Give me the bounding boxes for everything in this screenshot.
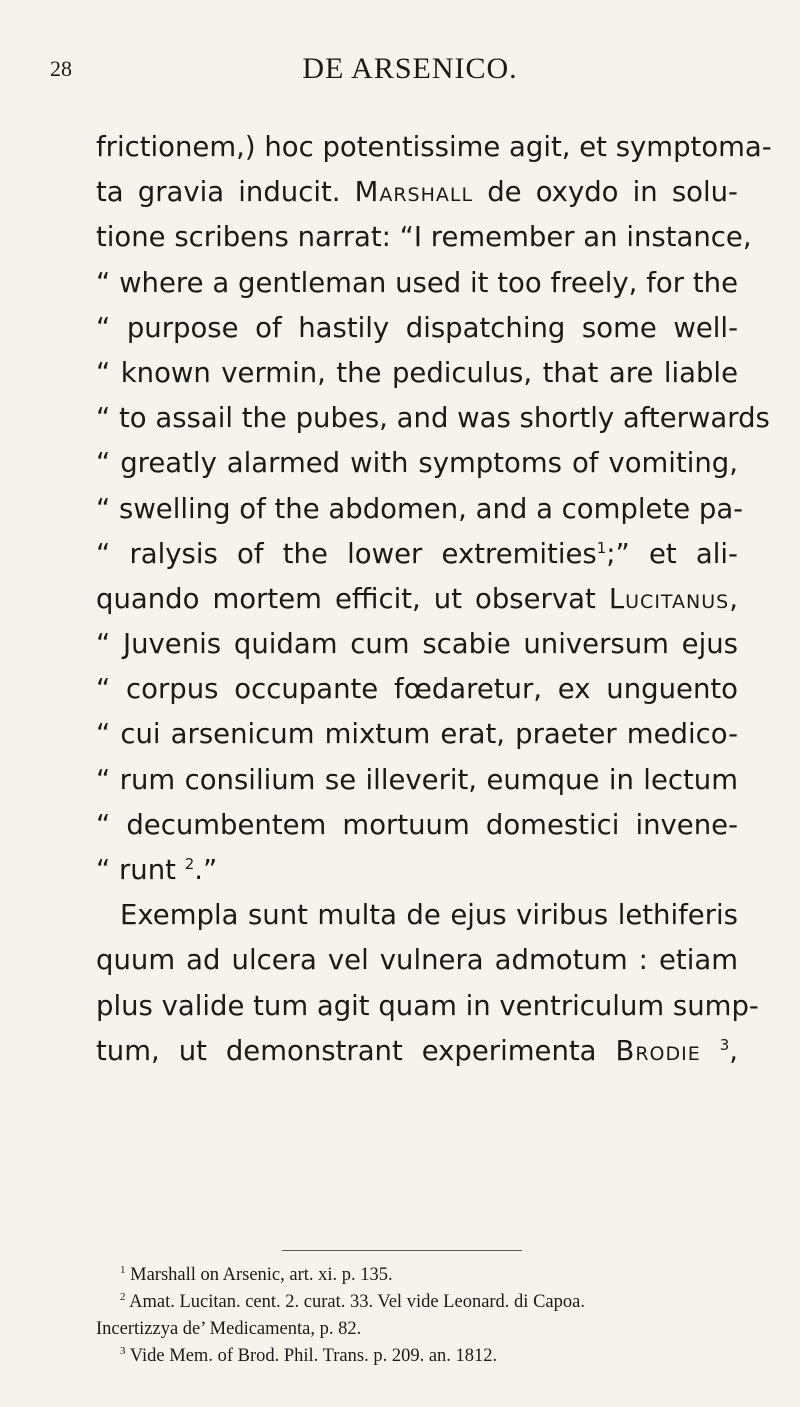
quote-line: “ ralysis of the lower extremities$^1$;” et ali- <box>96 537 738 570</box>
text-line: tum, ut demonstrant experimenta Brodie $^3$, <box>96 1034 738 1067</box>
running-title: DE ARSENICO. <box>302 52 518 85</box>
quote-line: “ known vermin, the pediculus, that are liable <box>96 356 738 389</box>
footnote-1: $^1$ Marshall on Arsenic, art. xi. p. 135. <box>120 1263 393 1285</box>
footnote-2-continued: Incertizzya de’ Medicamenta, p. 82. <box>96 1319 362 1339</box>
footnote-3: $^3$ Vide Mem. of Brod. Phil. Trans. p. 209. an. 1812. <box>120 1344 498 1366</box>
footnote-ref-1: 1 <box>596 538 607 557</box>
quote-line: “ rum consilium se illeverit, eumque in lectum <box>96 763 738 796</box>
quote-line: “ greatly alarmed with symptoms of vomiting, <box>96 447 738 480</box>
quote-line: “ to assail the pubes, and was shortly afterwards <box>96 402 770 435</box>
text-line: frictionem,) hoc potentissime agit, et symptoma- <box>96 131 772 163</box>
quote-line: “ where a gentleman used it too freely, for the <box>96 266 738 299</box>
page-header <box>50 52 770 92</box>
quote-line: “ Juvenis quidam cum scabie universum ejus <box>96 628 738 661</box>
text-line: tione scribens narrat: “I remember an instance, <box>96 221 752 254</box>
quote-line: “ swelling of the abdomen, and a complete pa- <box>96 492 744 525</box>
footnote-separator <box>282 1250 522 1251</box>
quote-line: “ purpose of hastily dispatching some well- <box>96 311 738 344</box>
text-line: ta gravia inducit. Marshall de oxydo in solu- <box>96 176 738 209</box>
quote-line: “ decumbentem mortuum domestici invene- <box>96 808 738 841</box>
footnote-2: $^2$ Amat. Lucitan. cent. 2. curat. 33. Vel vide Leonard. di Capoa. <box>120 1290 585 1312</box>
text-line: plus valide tum agit quam in ventriculum sump- <box>96 989 759 1022</box>
quote-line: “ runt $^2$.” <box>96 854 218 886</box>
author-name-lucitanus: Lucitanus <box>608 582 730 615</box>
quote-line: “ corpus occupante fœdaretur, ex unguento <box>96 673 738 706</box>
text-line: quando mortem efficit, ut observat Lucitanus, <box>96 582 738 615</box>
quote-line: “ cui arsenicum mixtum erat, praeter medico- <box>96 718 738 751</box>
footnote-ref-2: 2 <box>184 854 195 873</box>
page-number: 28 <box>50 56 72 81</box>
author-name-brodie: Brodie <box>615 1034 701 1067</box>
main-text <box>96 125 772 1074</box>
footnotes <box>96 1262 756 1370</box>
text-line: Exempla sunt multa de ejus viribus lethiferis <box>120 899 738 932</box>
author-name-marshall: Marshall <box>354 176 474 209</box>
text-line: quum ad ulcera vel vulnera admotum : etiam <box>96 944 738 977</box>
footnote-ref-3: 3 <box>719 1035 730 1054</box>
